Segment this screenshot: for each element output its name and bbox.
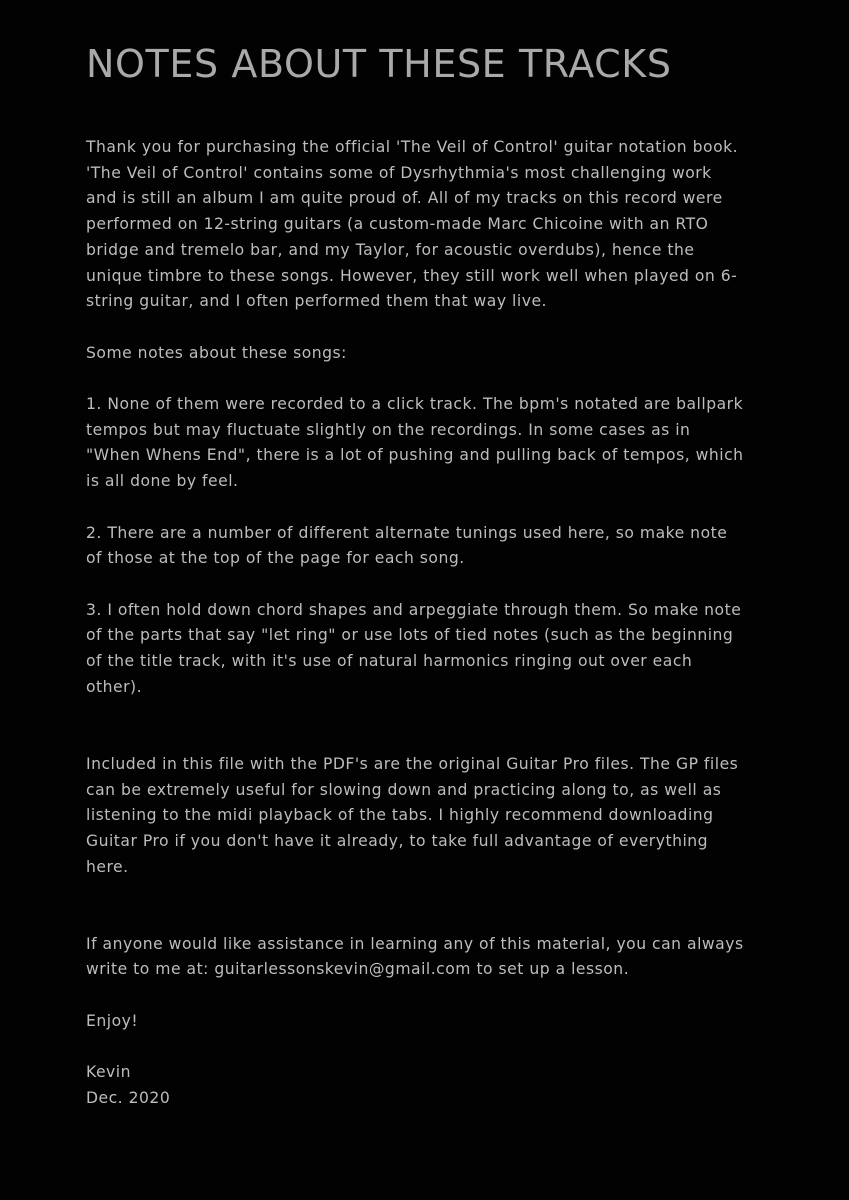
signature-name: Kevin [86,1063,131,1082]
guitar-pro-paragraph: Included in this file with the PDF's are the original Guitar Pro files. The GP files can be extremely useful for slowing down and practicing along to, as well as listening to the midi playback of the tabs. I highly recommend downloading Guitar Pro if you don't have it already, to take full advantage of everything here. [86,754,739,876]
notes-heading: Some notes about these songs: [86,343,347,362]
closing-text: Enjoy! [86,1011,139,1030]
note-3-paragraph: 3. I often hold down chord shapes and arpeggiate through them. So make note of the parts that say "let ring" or use lots of tied notes (such as the beginning of the title track, with it's use of natural harmonics ringing out over each other). [86,600,742,696]
note-2-paragraph: 2. There are a number of different alternate tunings used here, so make note of those at the top of the page for each song. [86,523,728,568]
signature-date: Dec. 2020 [86,1088,171,1107]
intro-paragraph: Thank you for purchasing the official 'The Veil of Control' guitar notation book. 'The Veil of Control' contains some of Dysrhythmia's most challenging work and is still an album I am quite proud of. All of my tracks on this record were performed on 12-string guitars (a custom-made Marc Chicoine with an RTO bridge and tremelo bar, and my Taylor, for acoustic overdubs), hence the unique timbre to these songs. However, they still work well when played on 6-string guitar, and I often performed them that way live. [86,138,739,311]
page-title: NOTES ABOUT THESE TRACKS [86,42,672,86]
contact-paragraph: If anyone would like assistance in learning any of this material, you can always write to me at: guitarlessonskevin@gmail.com to set up a lesson. [86,934,744,979]
document-body [86,135,746,1112]
note-1-paragraph: 1. None of them were recorded to a click track. The bpm's notated are ballpark tempos but may fluctuate slightly on the recordings. In some cases as in "When Whens End", there is a lot of pushing and pulling back of tempos, which is all done by feel. [86,395,744,491]
